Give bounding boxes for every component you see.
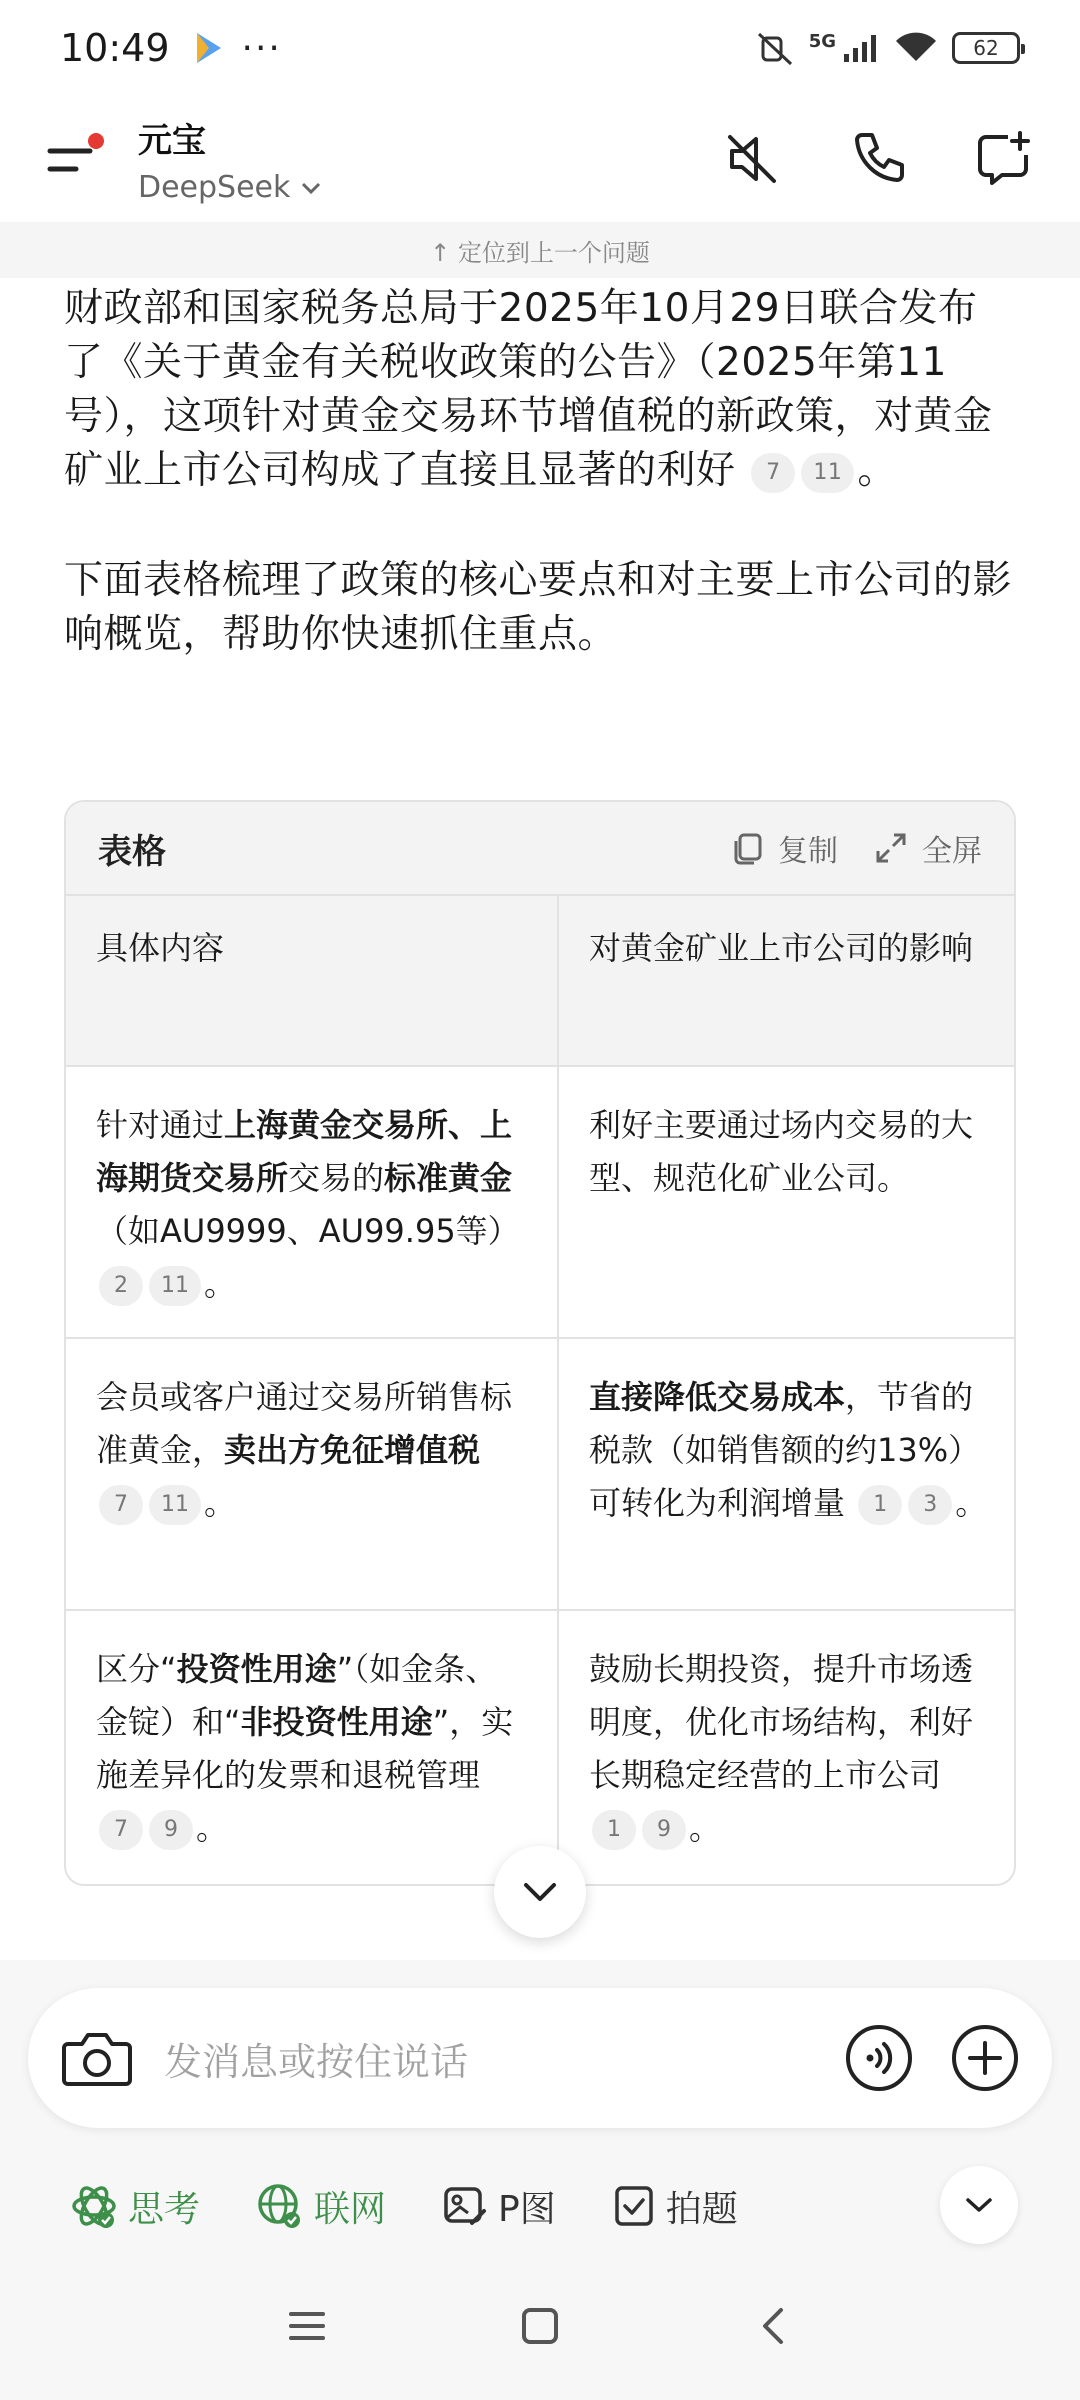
back-icon[interactable]	[753, 2306, 793, 2346]
menu-button[interactable]	[46, 129, 106, 189]
locate-label: ↑ 定位到上一个问题	[430, 238, 650, 267]
cell-bold-text: 标准黄金	[384, 1159, 513, 1197]
model-name: DeepSeek	[138, 170, 291, 205]
think-icon	[70, 2182, 118, 2230]
citation-badge[interactable]: 7	[99, 1810, 143, 1850]
toolbar-expand-button[interactable]	[940, 2166, 1018, 2244]
web-label: 联网	[314, 2188, 387, 2230]
message-content	[64, 278, 1016, 662]
globe-icon	[256, 2182, 304, 2230]
think-toggle[interactable]	[70, 2181, 200, 2232]
cell-end: 。	[196, 1809, 229, 1847]
table-cell	[66, 1610, 558, 1886]
notification-dot	[88, 133, 104, 149]
cell-text: ”，实施差异化的发票和退税管理	[96, 1703, 514, 1794]
citation-badge[interactable]: 1	[592, 1810, 636, 1850]
cell-text: （如AU9999、AU99.95等）	[96, 1212, 520, 1250]
citation-badge[interactable]: 7	[751, 453, 795, 493]
speaker-off-icon[interactable]	[722, 129, 782, 189]
think-label: 思考	[128, 2188, 201, 2230]
copy-label: 复制	[778, 834, 838, 869]
p-image-button[interactable]	[442, 2181, 556, 2232]
cell-text: ，节省的税款（如销售额的约13%）可转化为利润增量	[589, 1378, 981, 1522]
model-selector[interactable]	[138, 170, 322, 205]
citation-badge[interactable]: 11	[801, 453, 854, 493]
fullscreen-label: 全屏	[922, 834, 982, 869]
paragraph-end: 。	[857, 448, 897, 493]
message-input-placeholder[interactable]: 发消息或按住说话	[164, 2039, 469, 2084]
battery-indicator	[952, 32, 1020, 64]
fullscreen-table-button[interactable]	[874, 826, 982, 870]
cell-bold-text: 非投资性用途	[240, 1703, 433, 1741]
app-title: 元宝	[138, 121, 206, 161]
table-cell	[66, 1338, 558, 1610]
table-cell	[558, 1066, 1016, 1338]
expand-icon	[874, 831, 908, 865]
cell-bold-text: 卖出方免征增值税	[224, 1431, 481, 1469]
cell-text: 利好主要通过场内交易的大型、规范化矿业公司。	[589, 1106, 974, 1197]
table-card	[64, 800, 1016, 1886]
table-row	[66, 1066, 1016, 1338]
cell-text: 会员或客户通过交易所销售标准黄金，	[96, 1378, 513, 1469]
citation-badge[interactable]: 11	[149, 1266, 201, 1306]
p-image-label: P图	[498, 2188, 556, 2230]
citation-badge[interactable]: 9	[642, 1810, 686, 1850]
citation-badge[interactable]: 7	[99, 1485, 143, 1525]
home-icon[interactable]	[520, 2306, 560, 2346]
locate-previous-question-button[interactable]	[0, 222, 1080, 278]
table-header-bar	[66, 802, 1014, 896]
battery-level: 62	[973, 36, 999, 60]
column-header: 具体内容	[66, 896, 558, 1066]
status-bar	[0, 0, 1080, 96]
citation-badge[interactable]: 1	[858, 1485, 902, 1525]
status-time: 10:49	[60, 26, 170, 70]
table-row	[66, 1338, 1016, 1610]
cell-end: 。	[955, 1484, 988, 1522]
citation-badge[interactable]: 9	[149, 1810, 193, 1850]
table-row	[66, 1610, 1016, 1886]
chat-title-block[interactable]	[138, 113, 322, 205]
camera-icon[interactable]	[60, 2026, 134, 2090]
policy-table	[66, 896, 1016, 1886]
cell-text: 区分“	[96, 1650, 177, 1688]
column-header: 对黄金矿业上市公司的影响	[558, 896, 1016, 1066]
photo-question-label: 拍题	[665, 2188, 738, 2230]
cell-bold-text: 直接降低交易成本	[589, 1378, 846, 1416]
message-paragraph-1	[64, 282, 1016, 498]
add-attachment-icon[interactable]	[950, 2023, 1020, 2093]
scroll-to-bottom-button[interactable]	[494, 1846, 586, 1938]
recent-apps-icon[interactable]	[287, 2306, 327, 2346]
more-notifications-indicator: ···	[241, 27, 282, 69]
chevron-down-icon	[300, 180, 322, 196]
system-navigation-bar	[0, 2252, 1080, 2400]
image-edit-icon	[442, 2183, 488, 2229]
message-input-box[interactable]	[28, 1988, 1052, 2128]
mute-vibrate-icon	[755, 28, 795, 68]
signal-icon	[842, 32, 880, 64]
paragraph-text: 财政部和国家税务总局于2025年10月29日联合发布了《关于黄金有关税收政策的公告》（2025年第11号），这项针对黄金交易环节增值税的新政策，对黄金矿业上市公司构成了直接且显著的利好	[64, 286, 993, 493]
cell-bold-text: 上海黄金交易所、上海期货交易所	[96, 1106, 513, 1197]
clipboard-check-icon	[612, 2183, 656, 2229]
copy-table-button[interactable]	[730, 826, 838, 870]
copy-icon	[730, 831, 764, 865]
app-notification-icon	[194, 31, 224, 65]
cell-text: 针对通过	[96, 1106, 225, 1144]
phone-call-icon[interactable]	[848, 129, 908, 189]
citation-badge[interactable]: 11	[149, 1485, 201, 1525]
cell-text: ”（如金条、金锭）和“	[96, 1650, 498, 1741]
photo-question-button[interactable]	[612, 2181, 738, 2232]
cell-end: 。	[204, 1265, 237, 1303]
message-paragraph-2: 下面表格梳理了政策的核心要点和对主要上市公司的影响概览，帮助你快速抓住重点。	[64, 558, 1013, 657]
composer-toolbar	[70, 2166, 1030, 2246]
chevron-down-icon	[964, 2195, 994, 2215]
table-label: 表格	[98, 831, 166, 872]
cell-text: 交易的	[288, 1159, 385, 1197]
composer-area	[0, 1960, 1080, 2400]
table-cell	[558, 1610, 1016, 1886]
cell-bold-text: 投资性用途	[176, 1650, 337, 1688]
cell-end: 。	[689, 1809, 722, 1847]
network-type: 5G	[808, 30, 836, 52]
citation-badge[interactable]: 2	[99, 1266, 143, 1306]
chevron-down-icon	[522, 1880, 558, 1904]
chat-header	[0, 96, 1080, 222]
cell-text: 鼓励长期投资，提升市场透明度，优化市场结构，利好长期稳定经营的上市公司	[589, 1650, 974, 1794]
new-chat-icon[interactable]	[974, 129, 1034, 189]
web-search-toggle[interactable]	[256, 2181, 386, 2232]
citation-badge[interactable]: 3	[908, 1485, 952, 1525]
table-cell	[66, 1066, 558, 1338]
cell-end: 。	[204, 1484, 237, 1522]
table-cell	[558, 1338, 1016, 1610]
wifi-icon	[894, 31, 938, 65]
voice-input-icon[interactable]	[844, 2023, 914, 2093]
